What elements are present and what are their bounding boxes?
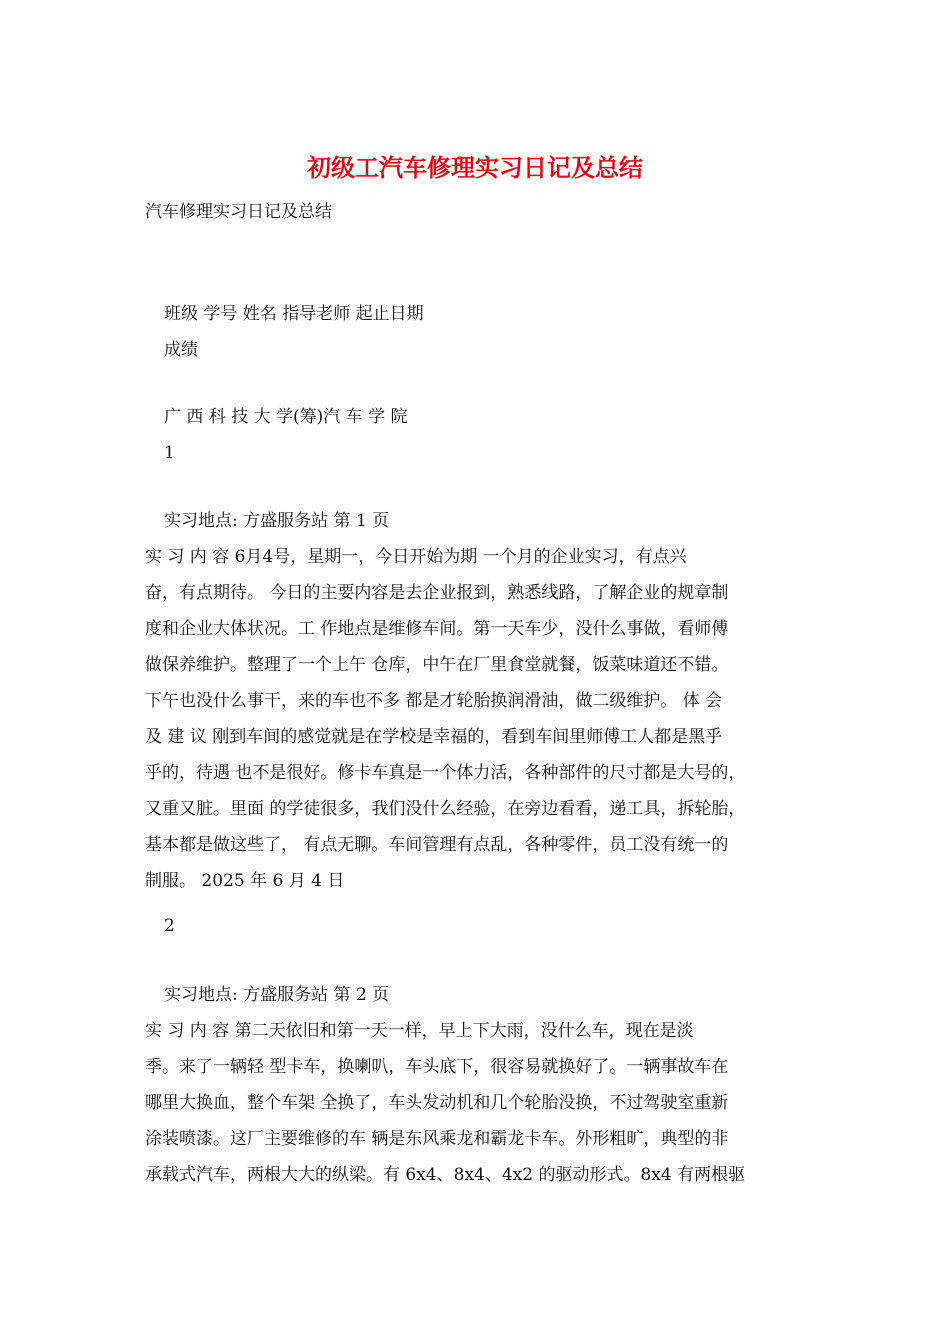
entry1-line: 及 建 议 刚到车间的感觉就是在学校是幸福的，看到车间里师傅工人都是黑乎 [145, 727, 723, 747]
entry1-line: 实 习 内 容 6月4号，星期一，今日开始为期 一个月的企业实习，有点兴 [145, 547, 687, 567]
entry1-location: 实习地点: 方盛服务站 第 1 页 [164, 511, 390, 531]
entry2-line: 哪里大换血，整个车架 全换了，车头发动机和几个轮胎没换，不过驾驶室重新 [145, 1093, 729, 1113]
info-line-fields: 班级 学号 姓名 指导老师 起止日期 [164, 304, 424, 324]
entry2-line: 季。来了一辆轻 型卡车，换喇叭，车头底下，很容易就换好了。一辆事故车在 [145, 1057, 729, 1077]
entry1-line: 奋，有点期待。 今日的主要内容是去企业报到，熟悉线路，了解企业的规章制 [145, 583, 729, 603]
entry2-body [145, 1013, 815, 1193]
page-marker-2: 2 [164, 916, 175, 936]
entry2-line: 实 习 内 容 第二天依旧和第一天一样，早上下大雨，没什么车，现在是淡 [145, 1021, 694, 1041]
document-subtitle: 汽车修理实习日记及总结 [145, 202, 332, 222]
entry2-location: 实习地点: 方盛服务站 第 2 页 [164, 985, 390, 1005]
page-marker-1: 1 [164, 443, 175, 463]
entry1-line: 做保养维护。整理了一个上午 仓库，中午在厂里食堂就餐，饭菜味道还不错。 [145, 655, 729, 675]
entry2-line: 涂装喷漆。这厂主要维修的车 辆是东风乘龙和霸龙卡车。外形粗旷，典型的非 [145, 1129, 729, 1149]
entry1-line: 乎的，待遇 也不是很好。修卡车真是一个体力活，各种部件的尺寸都是大号的， [145, 763, 746, 783]
entry1-body [145, 539, 815, 899]
entry1-line: 下午也没什么事干，来的车也不多 都是才轮胎换润滑油，做二级维护。 体 会 [145, 691, 723, 711]
document-title: 初级工汽车修理实习日记及总结 [307, 153, 643, 182]
info-line-grade: 成绩 [164, 340, 198, 360]
entry1-line: 基本都是做这些了， 有点无聊。车间管理有点乱，各种零件，员工没有统一的 [145, 835, 729, 855]
entry2-line: 承载式汽车，两根大大的纵梁。有 6x4、8x4、4x2 的驱动形式。8x4 有两根驱 [145, 1165, 746, 1185]
entry1-line: 又重又脏。里面 的学徒很多，我们没什么经验，在旁边看看，递工具，拆轮胎， [145, 799, 746, 819]
entry1-line: 度和企业大体状况。工 作地点是维修车间。第一天车少，没什么事做，看师傅 [145, 619, 729, 639]
school-name: 广 西 科 技 大 学(筹)汽 车 学 院 [164, 407, 408, 427]
entry1-line: 制服。 2025 年 6 月 4 日 [145, 871, 345, 891]
